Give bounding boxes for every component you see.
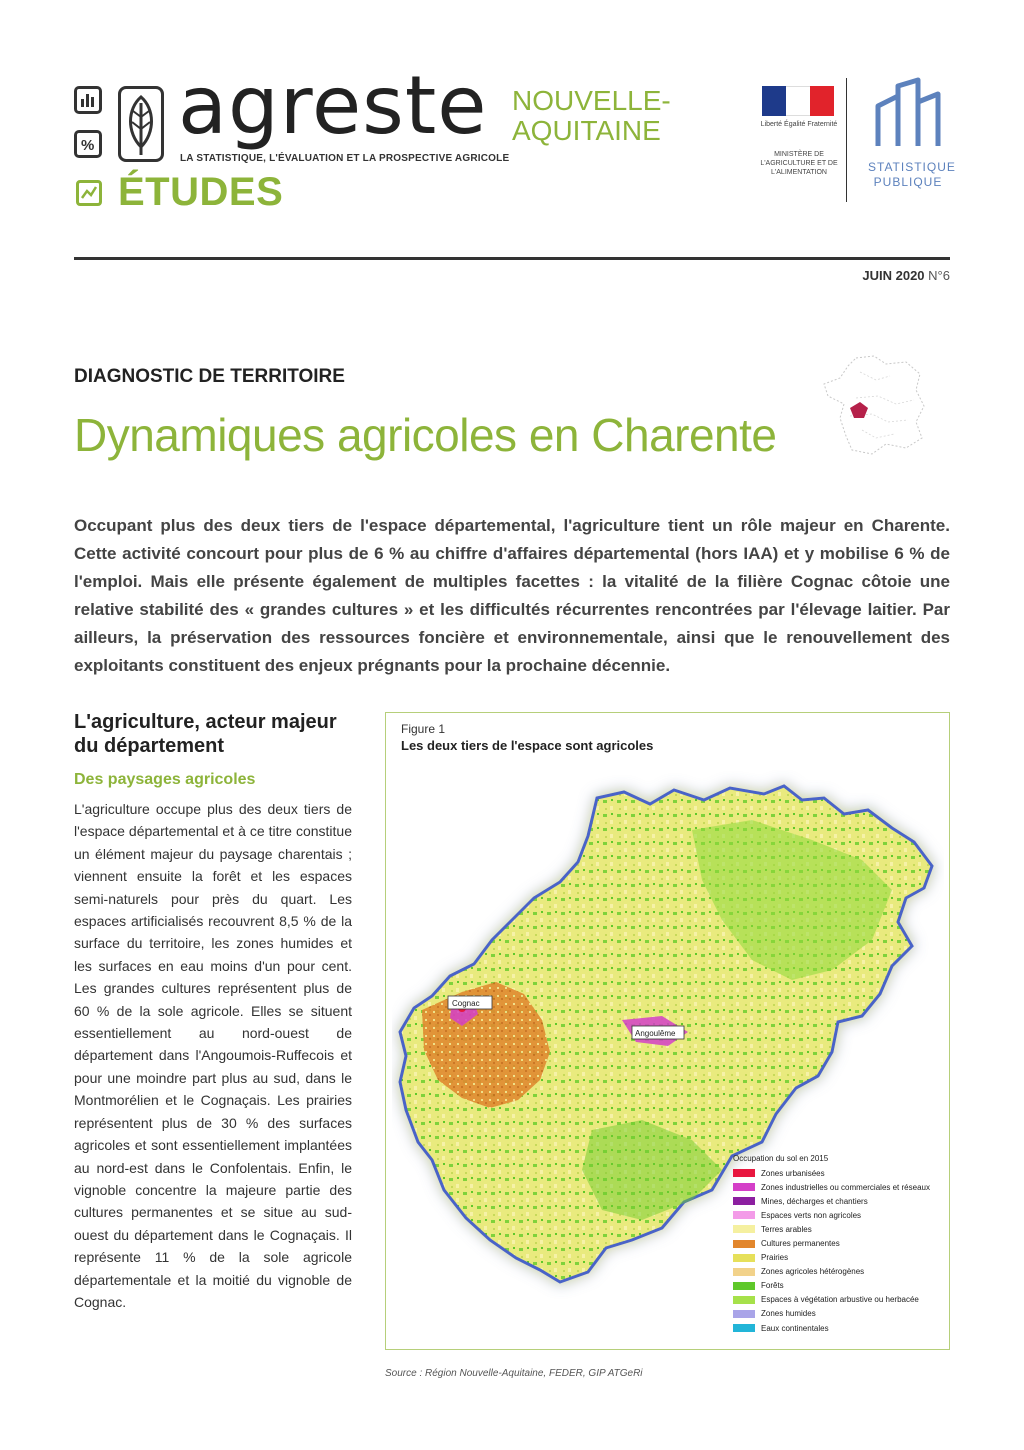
legend-swatch [733,1254,755,1262]
france-locator-map [816,352,934,460]
legend-item [733,1293,943,1307]
subsection-heading: Des paysages agricoles [74,771,256,788]
legend-label: Eaux continentales [761,1323,829,1333]
legend-label: Cultures permanentes [761,1239,840,1249]
legend-item [733,1222,943,1236]
figure-label: Figure 1 [401,722,446,736]
statistique-publique-text: STATISTIQUE PUBLIQUE [868,160,956,189]
legend-title: Occupation du sol en 2015 [733,1154,829,1163]
legend-item [733,1279,943,1293]
legend-swatch [733,1240,755,1248]
legend-item [733,1265,943,1279]
map-legend [733,1154,943,1335]
bar-chart-icon [74,86,102,114]
legend-label: Mines, décharges et chantiers [761,1196,868,1206]
body-paragraph: L'agriculture occupe plus des deux tiers de l'espace départemental et à ce titre constitue un élément majeur du paysage charentais ; viennent ensuite la forêt et les espaces semi-naturels pour près du quart. Les espaces artificialisés recouvrent 8,5 % de la surface du territoire, les zones humides et les surfaces en eau moins d'un pour cent. Les grandes cultures représentent plus de 60 % de la sole agricole. Elles se situent essentiellement au nord-ouest de département dans l'Angoumois-Ruffecois et pour une moindre part plus au sud, dans le Montmorélien et le Cognaçais. Les prairies représentent plus de 30 % des surfaces agricoles et sont essentiellement implantées au nord-est dans le Confolentais. Enfin, le vignoble concentre la majeure partie des cultures permanentes et se situe au sud-ouest du département dans le Cognaçais. Il représente 11 % de la sole agricole départementale et la moitié du vignoble de Cognac. [74,801,352,1310]
figure-title: Les deux tiers de l'espace sont agricoles [401,738,654,753]
trend-icon [76,180,102,206]
legend-label: Zones industrielles ou commerciales et réseaux [761,1182,930,1192]
legend-label: Espaces verts non agricoles [761,1210,862,1220]
section-heading: L'agriculture, acteur majeur du département [74,711,337,757]
legend-item [733,1321,943,1335]
legend-item [733,1194,943,1208]
legend-item [733,1180,943,1194]
statistique-publique-logo [868,76,956,206]
city-label: Angoulême [635,1029,676,1038]
legend-swatch [733,1296,755,1304]
page-title: Dynamiques agricoles en Charente [74,409,777,461]
header-divider [74,257,950,260]
legend-label: Forêts [761,1281,784,1291]
city-label: Cognac [452,999,480,1008]
brand-name: agreste [178,59,488,152]
legend-label: Terres arables [761,1224,812,1234]
legend-label: Zones humides [761,1309,816,1319]
french-flag-icon [762,86,834,116]
section-kicker: DIAGNOSTIC DE TERRITOIRE [74,366,345,387]
legend-swatch [733,1197,755,1205]
brand-tagline: LA STATISTIQUE, L'ÉVALUATION ET LA PROSPECTIVE AGRICOLE [180,153,510,164]
legend-swatch [733,1324,755,1332]
leaf-icon [118,86,164,162]
legend-item [733,1307,943,1321]
figure-source: Source : Région Nouvelle-Aquitaine, FEDER, GIP ATGeRi [385,1368,643,1379]
region-name: NOUVELLE- AQUITAINE [512,85,671,146]
lead-paragraph: Occupant plus des deux tiers de l'espace départemental, l'agriculture tient un rôle majeur en Charente. Cette activité concourt pour plus de 6 % au chiffre d'affaires départemental (hors IAA) et y mobilise 6 % de l'emploi. Mais elle présente également de multiples facettes : la vitalité de la filière Cognac côtoie une relative stabilité des « grandes cultures » et les difficultés récurrentes rencontrées par l'élevage laitier. Par ailleurs, la préservation des ressources foncière et environnementale, ainsi que le renouvellement des exploitants constituent des enjeux prégnants pour la prochaine décennie. [74,516,950,675]
ministry-name: MINISTÈRE DE L'AGRICULTURE ET DE L'ALIMENTATION [760,151,838,176]
legend-label: Prairies [761,1253,789,1263]
legend-swatch [733,1310,755,1318]
legend-item [733,1166,943,1180]
percent-icon [74,130,102,158]
legend-swatch [733,1211,755,1219]
legend-item [733,1251,943,1265]
svg-text:%: % [81,137,95,154]
legend-swatch [733,1169,755,1177]
legend-swatch [733,1268,755,1276]
issue-date: JUIN 2020 N°6 [862,268,950,283]
legend-item [733,1236,943,1250]
republic-motto: Liberté Égalité Fraternité [760,121,838,128]
legend-swatch [733,1183,755,1191]
ministry-logo [752,78,847,202]
legend-swatch [733,1225,755,1233]
legend-label: Espaces à végétation arbustive ou herbacée [761,1295,919,1305]
legend-swatch [733,1282,755,1290]
legend-item [733,1208,943,1222]
buildings-icon [868,76,948,156]
series-name: ÉTUDES [118,170,284,214]
legend-label: Zones agricoles hétérogènes [761,1267,865,1277]
legend-label: Zones urbanisées [761,1168,825,1178]
